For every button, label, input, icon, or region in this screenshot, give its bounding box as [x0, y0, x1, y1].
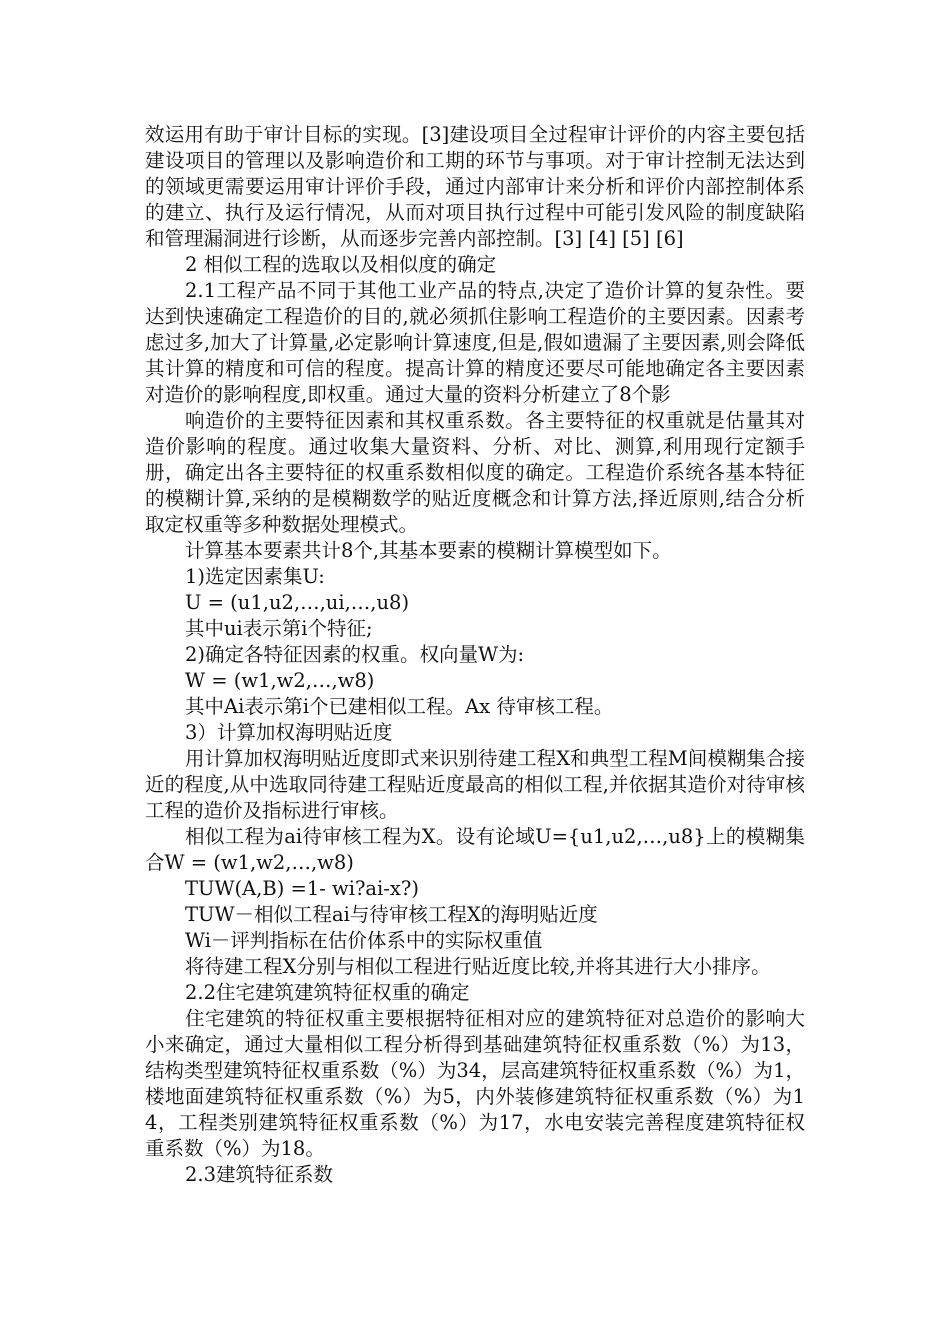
- formula-u: U = (u1,u2,…,ui,…,u8): [185, 591, 410, 614]
- formula-u-note: 其中ui表示第i个特征;: [185, 617, 373, 640]
- paragraph-sort: 将待建工程X分别与相似工程进行贴近度比较,并将其进行大小排序。: [185, 955, 771, 978]
- step-2-label: 2)确定各特征因素的权重。权向量W为:: [185, 643, 525, 666]
- paragraph-feature-weights: 响造价的主要特征因素和其权重系数。各主要特征的权重就是估量其对造价影响的程度。通过收集大量资料、分析、对比、测算,利用现行定额手册，确定出各主要特征的权重系数相似度的确定。工程造价系统各基本特征的模糊计算,采纳的是模糊数学的贴近度概念和计算方法,择近原则,结合分析取定权重等多种数据处理模式。: [145, 409, 805, 536]
- paragraph-intro: 效运用有助于审计目标的实现。[3]建设项目全过程审计评价的内容主要包括建设项目的管理以及影响造价和工期的环节与事项。对于审计控制无法达到的领域更需要运用审计评价手段，通过内部审计来分析和评价内部控制体系的建立、执行及运行情况，从而对项目执行过程中可能引发风险的制度缺陷和管理漏洞进行诊断，从而逐步完善内部控制。[3] [4] [5] [6]: [145, 123, 805, 250]
- formula-tuw: TUW(A,B) =1- wi?ai-x?): [185, 877, 419, 900]
- paragraph-model-intro: 计算基本要素共计8个,其基本要素的模糊计算模型如下。: [185, 539, 672, 562]
- section-heading-2-2: 2.2住宅建筑建筑特征权重的确定: [185, 981, 470, 1004]
- step-1-label: 1)选定因素集U:: [185, 565, 325, 588]
- step-3-label: 3）计算加权海明贴近度: [185, 721, 393, 744]
- definition-tuw: TUW－相似工程ai与待审核工程X的海明贴近度: [185, 903, 598, 926]
- formula-w: W = (w1,w2,…,w8): [185, 669, 375, 692]
- formula-w-note: 其中Ai表示第i个已建相似工程。Ax 待审核工程。: [185, 695, 614, 718]
- paragraph-hamming: 用计算加权海明贴近度即式来识别待建工程X和典型工程M间模糊集合接近的程度,从中选取同待建工程贴近度最高的相似工程,并依据其造价对待审核工程的造价及指标进行审核。: [145, 747, 805, 822]
- document-body: [145, 122, 805, 1188]
- definition-wi: Wi－评判指标在估价体系中的实际权重值: [185, 929, 543, 952]
- paragraph-2-1: 2.1工程产品不同于其他工业产品的特点,决定了造价计算的复杂性。要达到快速确定工程造价的目的,就必须抓住影响工程造价的主要因素。因素考虑过多,加大了计算量,必定影响计算速度,但是,假如遗漏了主要因素,则会降低其计算的精度和可信的程度。提高计算的精度还要尽可能地确定各主要因素对造价的影响程度,即权重。通过大量的资料分析建立了8个影: [145, 279, 805, 406]
- paragraph-fuzzy-set: 相似工程为ai待审核工程为X。设有论域U={u1,u2,…,u8}上的模糊集合W = (w1,w2,…,w8): [145, 825, 805, 874]
- section-heading-2: 2 相似工程的选取以及相似度的确定: [185, 253, 497, 276]
- paragraph-residential-weights: 住宅建筑的特征权重主要根据特征相对应的建筑特征对总造价的影响大小来确定，通过大量相似工程分析得到基础建筑特征权重系数（%）为13，结构类型建筑特征权重系数（%）为34，层高建筑特征权重系数（%）为1，楼地面建筑特征权重系数（%）为5，内外装修建筑特征权重系数（%）为14，工程类别建筑特征权重系数（%）为17，水电安装完善程度建筑特征权重系数（%）为18。: [145, 1007, 805, 1160]
- section-heading-2-3: 2.3建筑特征系数: [185, 1163, 334, 1186]
